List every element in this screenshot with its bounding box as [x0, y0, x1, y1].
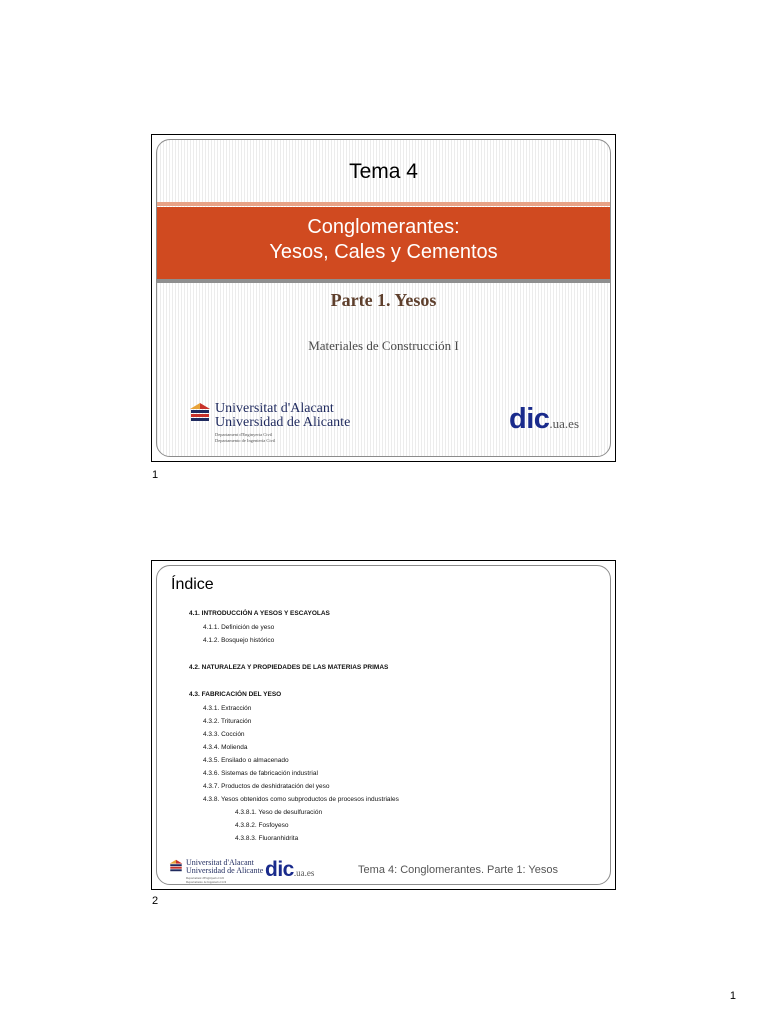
toc-item: 4.1. INTRODUCCIÓN A YESOS Y ESCAYOLAS	[189, 610, 330, 617]
dic-logo	[509, 403, 579, 436]
dic-logo-suffix: .ua.es	[549, 416, 580, 431]
slide-2-title: Índice	[171, 576, 214, 593]
slide-2-frame	[156, 565, 611, 885]
toc-item: 4.3.2. Trituración	[203, 718, 252, 725]
department-name-spanish: Departamento de Ingeniería Civil	[215, 438, 276, 443]
slide-1-title: Tema 4	[349, 160, 418, 183]
slide-1	[151, 134, 616, 462]
university-name-valencian-small: Universitat d'Alacant	[186, 858, 254, 867]
dic-logo-small-main: dic	[265, 858, 294, 881]
slide-2	[151, 560, 616, 890]
university-name-valencian: Universitat d'Alacant	[215, 401, 334, 416]
toc-item: 4.3.6. Sistemas de fabricación industrial	[203, 770, 318, 777]
department-name-valencian: Departament d'Enginyeria Civil	[215, 432, 273, 437]
band-bottom-stripe	[157, 279, 610, 283]
toc-item: 4.3.7. Productos de deshidratación del yeso	[203, 783, 330, 790]
dic-logo-small	[265, 858, 314, 882]
toc-item: 4.2. NATURALEZA Y PROPIEDADES DE LAS MATERIAS PRIMAS	[189, 664, 389, 671]
department-name-valencian-small: Departament d'Enginyeria Civil	[186, 876, 225, 880]
university-name-spanish: Universidad de Alicante	[215, 415, 351, 430]
band-line-2: Yesos, Cales y Cementos	[269, 241, 498, 263]
university-logo	[189, 402, 350, 444]
toc-item: 4.3. FABRICACIÓN DEL YESO	[189, 691, 282, 698]
toc-item: 4.1.2. Bosquejo histórico	[203, 637, 275, 644]
university-logo-small-icon	[169, 859, 183, 872]
slide-2-footer: Tema 4: Conglomerantes. Parte 1: Yesos	[358, 864, 558, 876]
slide-1-frame	[156, 139, 611, 457]
slide-2-number: 2	[152, 895, 159, 907]
toc-item: 4.3.4. Molienda	[203, 744, 248, 751]
slide-1-subtitle: Parte 1. Yesos	[330, 290, 437, 310]
department-name-spanish-small: Departamento de Ingeniería Civil	[186, 880, 227, 884]
toc-item: 4.3.8. Yesos obtenidos como subproductos de procesos industriales	[203, 796, 399, 803]
university-logo-small	[169, 859, 263, 884]
title-band	[157, 207, 610, 279]
band-top-stripe	[157, 202, 610, 206]
toc-item: 4.3.1. Extracción	[203, 705, 252, 712]
toc-item: 4.3.3. Cocción	[203, 731, 245, 738]
toc-item: 4.1.1. Definición de yeso	[203, 624, 275, 631]
toc-item: 4.3.5. Ensilado o almacenado	[203, 757, 289, 764]
toc-item: 4.3.8.2. Fosfoyeso	[235, 822, 289, 829]
table-of-contents	[157, 566, 610, 884]
page-number: 1	[729, 990, 736, 1002]
dic-logo-main: dic	[509, 403, 550, 435]
course-name: Materiales de Construcción I	[308, 338, 459, 353]
dic-logo-small-suffix: .ua.es	[293, 868, 315, 878]
toc-item: 4.3.8.3. Fluoranhidrita	[235, 835, 299, 842]
toc-item: 4.3.8.1. Yeso de desulfuración	[235, 809, 323, 816]
university-name-spanish-small: Universidad de Alicante	[186, 866, 264, 875]
slide-1-number: 1	[152, 469, 159, 481]
band-line-1: Conglomerantes:	[307, 216, 460, 238]
university-logo-icon	[189, 402, 211, 422]
